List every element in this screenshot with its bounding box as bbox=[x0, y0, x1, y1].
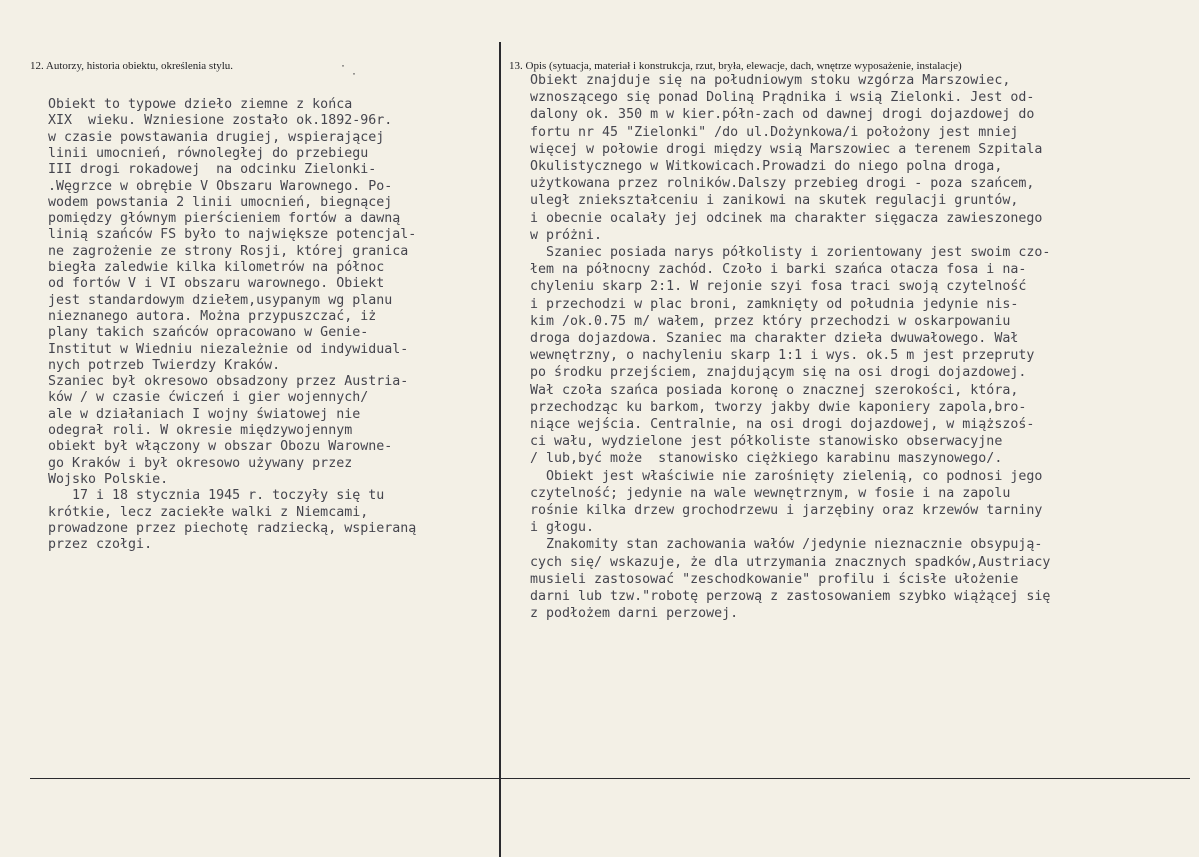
text-line: ci wału, wydzielone jest półkoliste stanowisko obserwacyjne bbox=[530, 434, 1003, 450]
text-line: linii umocnień, równoległej do przebiegu bbox=[48, 145, 369, 161]
text-line: chyleniu skarp 2:1. W rejonie szyi fosa traci swoją czytelność bbox=[530, 279, 1027, 295]
section-13-header: 13. Opis (sytuacja, materiał i konstrukcja, rzut, bryła, elewacje, dach, wnętrze wyposażenie, instalacje) bbox=[509, 60, 962, 72]
text-line: Szaniec był okresowo obsadzony przez Austria- bbox=[48, 374, 409, 390]
text-line: i przechodzi w plac broni, zamknięty od południa jedynie nis- bbox=[530, 296, 1019, 312]
text-line: pomiędzy głównym pierścieniem fortów a dawną bbox=[48, 211, 401, 227]
text-line: w czasie powstawania drugiej, wspierającej bbox=[48, 129, 385, 145]
stray-mark: · bbox=[352, 66, 356, 80]
text-line: Wojsko Polskie. bbox=[48, 471, 169, 487]
column-divider bbox=[499, 42, 501, 857]
text-line: wznoszącego się ponad Doliną Prądnika i wsią Zielonki. Jest od- bbox=[530, 90, 1035, 106]
stray-mark: · bbox=[341, 58, 345, 72]
text-line: Szaniec posiada narys półkolisty i zorientowany jest swoim czo- bbox=[530, 245, 1051, 260]
text-line: przechodząc ku barkom, tworzy jakby dwie kaponiery zapola,bro- bbox=[530, 399, 1027, 415]
text-line: .Węgrzce w obrębie V Obszaru Warownego. Po- bbox=[48, 178, 393, 194]
text-line: rośnie kilka drzew grochodrzewu i jarzębiny oraz krzewów tarniny bbox=[530, 503, 1043, 518]
text-line: musieli zastosować "zeschodkowanie" profilu i ścisłe ułożenie bbox=[530, 571, 1019, 587]
text-line: z podłożem darni perzowej. bbox=[530, 606, 739, 622]
text-line: łem na północny zachód. Czoło i barki szańca otacza fosa i na- bbox=[530, 262, 1027, 278]
text-line: ków / w czasie ćwiczeń i gier wojennych/ bbox=[48, 390, 369, 406]
text-line: Znakomity stan zachowania wałów /jedynie nieznacznie obsypują- bbox=[530, 537, 1043, 553]
text-line: nych potrzeb Twierdzy Kraków. bbox=[48, 357, 281, 373]
text-line: i obecnie ocalały jej odcinek ma charakter sięgacza zawieszonego bbox=[530, 210, 1043, 226]
text-line: Obiekt znajduje się na południowym stoku wzgórza Marszowiec, bbox=[530, 73, 1011, 88]
text-line: 17 i 18 stycznia 1945 r. toczyły się tu bbox=[48, 488, 385, 504]
text-line: odegrał roli. W okresie międzywojennym bbox=[48, 423, 353, 438]
text-line: i głogu. bbox=[530, 520, 595, 536]
text-line: krótkie, lecz zaciekłe walki z Niemcami, bbox=[48, 504, 369, 520]
text-line: Okulistycznego w Witkowicach.Prowadzi do niego polna droga, bbox=[530, 159, 1003, 174]
text-line: biegła zaledwie kilka kilometrów na północ bbox=[48, 260, 385, 275]
text-line: / lub,być może stanowisko ciężkiego karabinu maszynowego/. bbox=[530, 451, 1003, 467]
text-line: czytelność; jedynie na wale wewnętrznym, w fosie i na zapolu bbox=[530, 485, 1011, 501]
section-12-header: 12. Autorzy, historia obiektu, określenia stylu. bbox=[30, 60, 234, 72]
text-line: w próżni. bbox=[530, 227, 603, 243]
text-line: cych się/ wskazuje, że dla utrzymania znacznych spadków,Austriacy bbox=[530, 554, 1051, 570]
text-line: Obiekt jest właściwie nie zarośnięty zielenią, co podnosi jego bbox=[530, 468, 1043, 484]
text-line: go Kraków i był okresowo używany przez bbox=[48, 455, 353, 471]
text-line: droga dojazdowa. Szaniec ma charakter dzieła dwuwałowego. Wał bbox=[530, 331, 1019, 346]
text-line: Obiekt to typowe dzieło ziemne z końca bbox=[48, 97, 353, 112]
text-line: fortu nr 45 "Zielonki" /do ul.Dożynkowa/i położony jest mniej bbox=[530, 124, 1019, 140]
text-line: od fortów V i VI obszaru warownego. Obiekt bbox=[48, 276, 385, 292]
text-line: plany takich szańców opracowano w Genie- bbox=[48, 325, 369, 341]
text-line: wewnętrzny, o nachyleniu skarp 1:1 i wys. ok.5 m jest przeprutу bbox=[530, 348, 1035, 364]
text-line: Institut w Wiedniu niezależnie od indywidual- bbox=[48, 341, 409, 357]
text-line: linią szańców FS było to największe potencjal- bbox=[48, 227, 417, 243]
text-line: dalony ok. 350 m w kier.półn-zach od dawnej drogi dojazdowej do bbox=[530, 107, 1035, 123]
text-line: nieznanego autora. Można przypuszczać, iż bbox=[48, 308, 377, 324]
text-line: obiekt był włączony w obszar Obozu Warowne- bbox=[48, 439, 393, 455]
text-line: po środku przejściem, znajdującym się na osi drogi dojazdowej. bbox=[530, 365, 1027, 381]
text-line: użytkowana przez rolników.Dalszy przebieg drogi - poza szańcem, bbox=[530, 176, 1035, 192]
text-line: prowadzone przez piechotę radziecką, wspieraną bbox=[48, 520, 417, 536]
text-line: kim /ok.0.75 m/ wałem, przez który przechodzi w oskarpowaniu bbox=[530, 313, 1011, 329]
bottom-rule bbox=[30, 778, 1190, 779]
text-line: przez czołgi. bbox=[48, 537, 153, 553]
text-line: ale w działaniach I wojny światowej nie bbox=[48, 406, 361, 422]
text-line: Wał czoła szańca posiada koronę o znacznej szerokości, która, bbox=[530, 382, 1019, 398]
text-line: więcej w połowie drogi między wsią Marszowiec a terenem Szpitala bbox=[530, 141, 1043, 157]
text-line: darni lub tzw."robotę perzową z zastosowaniem szybko wiążącej się bbox=[530, 589, 1051, 604]
text-line: XIX wieku. Wzniesione zostało ok.1892-96r. bbox=[48, 113, 393, 129]
text-line: wodem powstania 2 linii umocnień, biegnącej bbox=[48, 194, 393, 210]
text-line: uległ zniekształceniu i zanikowi na skutek regulacji gruntów, bbox=[530, 193, 1019, 209]
text-line: III drogi rokadowej na odcinku Zielonki- bbox=[48, 162, 377, 178]
text-line: jest standardowym dziełem,usypanym wg planu bbox=[48, 292, 393, 308]
text-line: ne zagrożenie ze strony Rosji, której granica bbox=[48, 243, 409, 259]
text-line: niące wejścia. Centralnie, na osi drogi dojazdowej, w miąższoś- bbox=[530, 417, 1035, 432]
